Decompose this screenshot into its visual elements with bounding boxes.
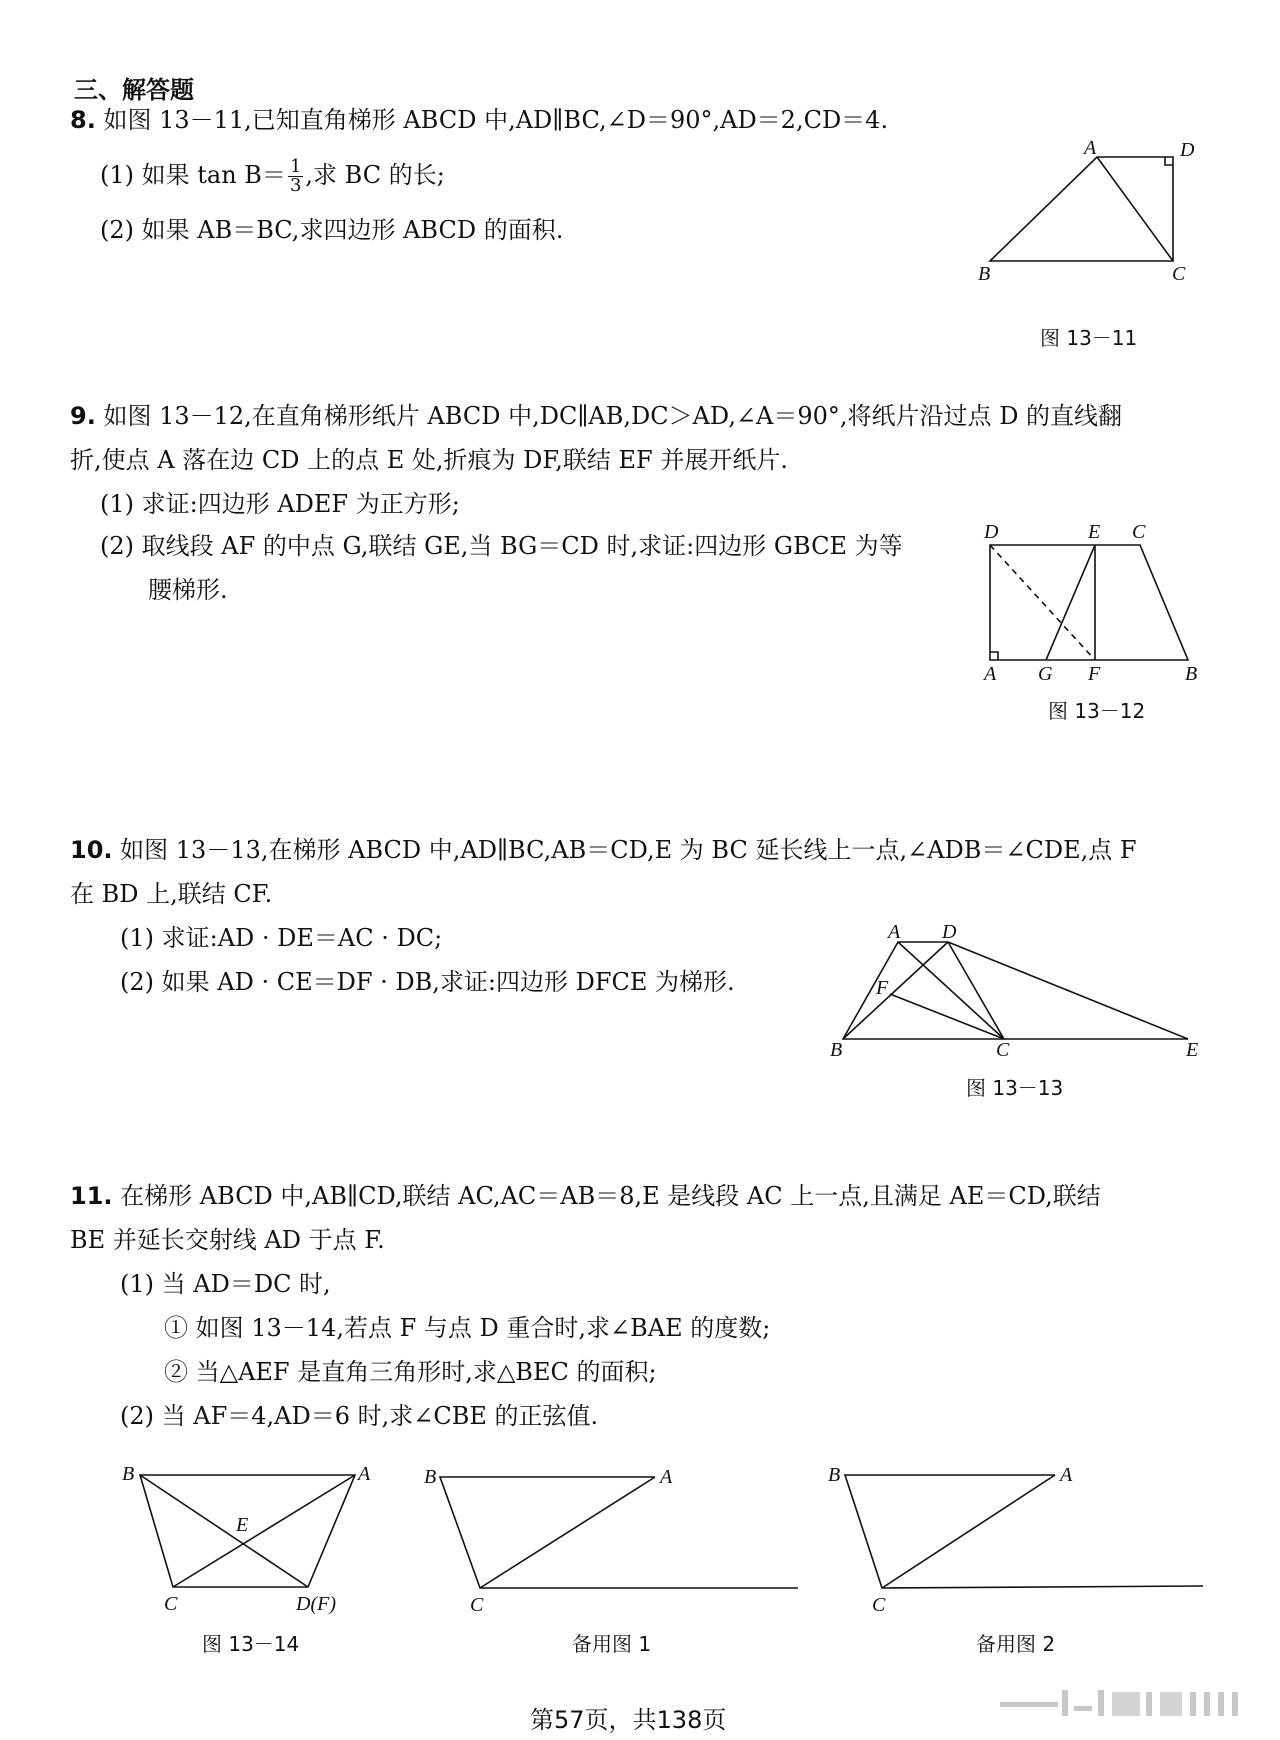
- page-footer: 第57页，共138页: [530, 1706, 727, 1734]
- fraction-denominator: 3: [289, 175, 302, 196]
- label-a: A: [660, 1466, 673, 1488]
- label-b: B: [830, 1039, 843, 1058]
- sides-ab-bc-ray: [440, 1477, 798, 1588]
- label-d: D: [984, 521, 999, 543]
- q10-part1: (1) 求证:AD · DE＝AC · DC;: [120, 924, 443, 952]
- trapezoid-abcd: [990, 545, 1188, 660]
- q11-stem-line1: [70, 1180, 1101, 1212]
- q10-part2: (2) 如果 AD · CE＝DF · DB,求证:四边形 DFCE 为梯形.: [120, 968, 735, 996]
- label-b: B: [828, 1464, 841, 1486]
- label-a: A: [888, 921, 901, 943]
- trapezoid-abcd: [990, 157, 1173, 261]
- segment-ac: [173, 1475, 355, 1587]
- label-d: D: [942, 921, 957, 943]
- q8-part2: (2) 如果 AB＝BC,求四边形 ABCD 的面积.: [100, 216, 564, 244]
- q8-part1-text: (1) 如果 tan B＝: [100, 161, 286, 189]
- trapezoid-abcd: [843, 942, 1004, 1039]
- diagonal-ac: [898, 942, 1004, 1039]
- caption-13-13: 图 13－13: [966, 1076, 1064, 1100]
- diagonal-bd: [843, 942, 948, 1039]
- segment-de: [948, 942, 1188, 1039]
- segment-ac: [882, 1475, 1055, 1588]
- label-b: B: [1185, 663, 1198, 680]
- q9-stem-text1: 如图 13－12,在直角梯形纸片 ABCD 中,DC∥AB,DC＞AD,∠A＝90°,将纸片沿过点 D 的直线翻: [103, 402, 1123, 430]
- spare-figure-2: [820, 1455, 1210, 1615]
- segment-ac: [480, 1477, 655, 1588]
- label-b: B: [978, 263, 991, 285]
- label-d: D: [1180, 140, 1195, 161]
- label-c: C: [1172, 263, 1186, 285]
- figure-13-14: [110, 1455, 390, 1615]
- label-e: E: [236, 1514, 249, 1536]
- label-b: B: [424, 1466, 437, 1488]
- label-f: F: [876, 977, 889, 999]
- section-title: 三、解答题: [74, 76, 194, 104]
- scan-artifact: [1000, 1688, 1260, 1722]
- fraction-numerator: 1: [289, 156, 302, 177]
- fraction: [288, 158, 303, 195]
- q9-part1: (1) 求证:四边形 ADEF 为正方形;: [100, 490, 460, 518]
- label-a: A: [1084, 140, 1097, 159]
- caption-spare-2: 备用图 2: [976, 1632, 1056, 1656]
- figure-13-11: [960, 140, 1200, 310]
- segment-cf: [890, 994, 1004, 1039]
- q8-part1: [100, 158, 445, 195]
- label-f: F: [1088, 663, 1101, 680]
- label-b: B: [122, 1463, 135, 1485]
- label-d-f: D(F): [296, 1593, 336, 1615]
- q9-part2-line1: (2) 取线段 AF 的中点 G,联结 GE,当 BG＝CD 时,求证:四边形 GBCE 为等: [100, 532, 903, 560]
- right-angle-mark: [990, 652, 998, 660]
- label-a: A: [358, 1463, 371, 1485]
- label-c: C: [164, 1593, 178, 1615]
- figure-13-12: [970, 520, 1210, 680]
- q11-stem-text1: 在梯形 ABCD 中,AB∥CD,联结 AC,AC＝AB＝8,E 是线段 AC 上一点,且满足 AE＝CD,联结: [120, 1182, 1101, 1210]
- label-e: E: [1088, 521, 1101, 543]
- q8-part1-text-end: ,求 BC 的长;: [305, 161, 445, 189]
- q9-part2-line2: 腰梯形.: [148, 576, 228, 604]
- segment-ge: [1046, 545, 1095, 660]
- label-a: A: [984, 663, 997, 680]
- q11-part1-ii: ② 当△AEF 是直角三角形时,求△BEC 的面积;: [164, 1358, 657, 1386]
- q11-part1-i: ① 如图 13－14,若点 F 与点 D 重合时,求∠BAE 的度数;: [164, 1314, 771, 1342]
- q10-stem-text1: 如图 13－13,在梯形 ABCD 中,AD∥BC,AB＝CD,E 为 BC 延长线上一点,∠ADB＝∠CDE,点 F: [120, 836, 1137, 864]
- label-a: A: [1060, 1464, 1073, 1486]
- label-g: G: [1038, 663, 1053, 680]
- q9-number: 9.: [70, 402, 96, 430]
- diagonal-ac: [1097, 157, 1173, 261]
- q9-stem-line1: [70, 400, 1122, 432]
- figure-13-13: [820, 918, 1210, 1058]
- q9-stem-line2: 折,使点 A 落在边 CD 上的点 E 处,折痕为 DF,联结 EF 并展开纸片.: [70, 446, 788, 474]
- caption-spare-1: 备用图 1: [572, 1632, 652, 1656]
- label-c: C: [996, 1039, 1010, 1058]
- q8-stem: [70, 104, 888, 136]
- q8-stem-text: 如图 13－11,已知直角梯形 ABCD 中,AD∥BC,∠D＝90°,AD＝2,CD＝4.: [103, 106, 889, 134]
- caption-13-11: 图 13－11: [1040, 326, 1138, 350]
- caption-13-14: 图 13－14: [202, 1632, 300, 1656]
- q11-number: 11.: [70, 1182, 113, 1210]
- q10-stem-line2: 在 BD 上,联结 CF.: [70, 880, 273, 908]
- spare-figure-1: [420, 1455, 810, 1615]
- q8-number: 8.: [70, 106, 96, 134]
- label-c: C: [470, 1594, 484, 1615]
- label-c: C: [872, 1594, 886, 1615]
- right-angle-mark: [1165, 157, 1173, 165]
- caption-13-12: 图 13－12: [1048, 699, 1146, 723]
- q11-stem-line2: BE 并延长交射线 AD 于点 F.: [70, 1226, 385, 1254]
- fold-line-df: [990, 545, 1095, 660]
- q11-part2: (2) 当 AF＝4,AD＝6 时,求∠CBE 的正弦值.: [120, 1402, 599, 1430]
- q10-number: 10.: [70, 836, 113, 864]
- sides-ab-bc-ray: [845, 1475, 1203, 1588]
- label-c: C: [1132, 521, 1146, 543]
- q11-part1: (1) 当 AD＝DC 时,: [120, 1270, 331, 1298]
- segment-bd: [140, 1475, 308, 1587]
- label-e: E: [1186, 1039, 1199, 1058]
- q10-stem-line1: [70, 834, 1137, 866]
